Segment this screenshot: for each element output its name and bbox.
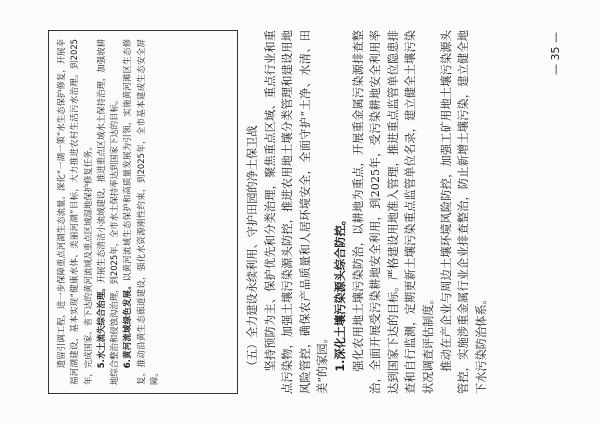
body-paragraph-2: 强化农用地土壤污染防治，以耕地为重点，开展重金属污染源排查整治，全面开展受污染耕地安全利用，到2025年，受污染耕地安全利用率达到国家下达的目标。严格建设用地准入管理，推进重点监管单位隐患排查和自行监测，定期更新土壤污染重点监管单位名录，建立健全土壤污染状况调查评估制度。 bbox=[351, 30, 435, 394]
body-paragraph-1: 坚持预防为主、保护优先和分类治理，聚焦重点区域、重点行业和重点污染物，加强土壤污染源头防控，推进农用地土壤分类管理和建设用地风险管控，确保农产品质量和人居环境安全，全面守护“土净、水清、田美”的家园。 bbox=[263, 30, 330, 394]
box-paragraph-3 bbox=[121, 39, 161, 385]
body-text bbox=[244, 30, 544, 394]
box-paragraph-1: 遗留引调工程，进一步保障重点河湖生态流量。深化“一湖一策”水生态保护修复，开展幸福河湖建设，基本实现“健康水体、美丽河湖”目标，大力推进农村生活污水治理。到2025年，完成国家、省下达的黄河流域及重点区域湿地保护修复任务。 bbox=[56, 39, 93, 385]
highlight-box bbox=[48, 30, 238, 394]
box-heading-3: 6.黄河流域绿色发展。 bbox=[122, 281, 133, 369]
page-number: — 35 — bbox=[549, 32, 562, 75]
box-paragraph-2 bbox=[95, 39, 122, 385]
box-text-2: 开展生态清洁小流域建设，推进重点区域水土保持治理，加强坡耕地综合整治和侵蚀沟治理，到2025年，全市水土保持率达到国家下达的目标。 bbox=[95, 38, 120, 385]
box-text-3: 以黄河流域生态保护和高质量发展为引领，实施黄河滩区生态修复，推动沿黄生态廊道建设，强化水资源刚性约束，到2025年，全市基本建成生态安全屏障。 bbox=[122, 39, 160, 385]
rotated-page bbox=[30, 12, 570, 412]
section-title: （五）全力建设永续利用、守护田园的净土保卫战 bbox=[246, 125, 259, 372]
subsection-heading: 1.深化土壤污染源头综合防控。 bbox=[333, 214, 347, 372]
document-page bbox=[30, 12, 570, 412]
box-heading-2: 5.水土流失综合治理。 bbox=[95, 283, 106, 369]
body-paragraph-3: 推动在产企业与周边土壤环境风险防控，加强工矿用地土壤污染源头管控，实施涉重金属行业企业排查整治，防止新增土壤污染，建立健全地下水污染防治体系。 bbox=[439, 30, 488, 394]
